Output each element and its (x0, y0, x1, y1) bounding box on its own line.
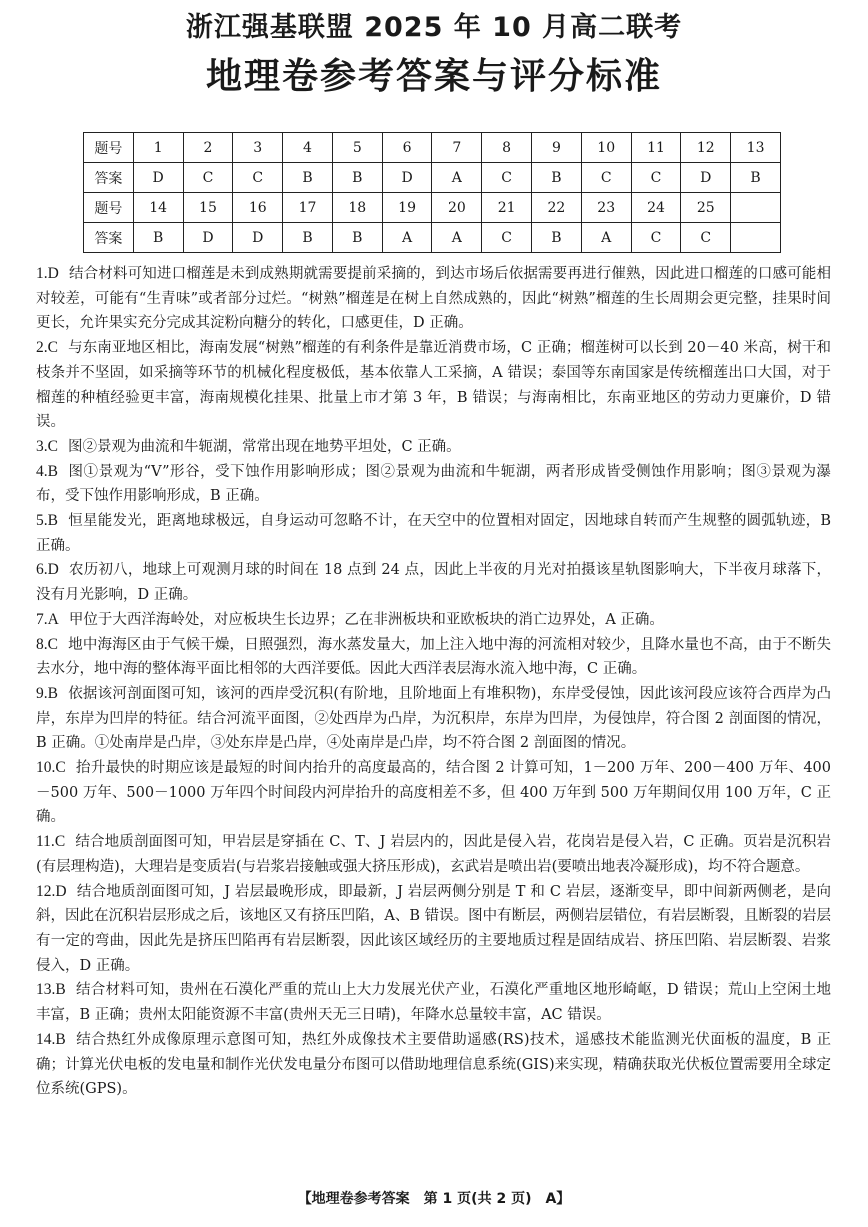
explanation-text: 农历初八，地球上可观测月球的时间在 18 点到 24 点，因此上半夜的月光对拍摄该星轨图影响大，下半夜月球落下，没有月光影响，D 正确。 (36, 562, 831, 604)
question-number-cell: 9 (532, 133, 582, 163)
question-number-cell: 24 (631, 193, 681, 223)
explanation-item (36, 633, 831, 682)
exam-title: 浙江强基联盟 2025 年 10 月高二联考 (185, 12, 683, 43)
answer-letter: B (47, 462, 58, 480)
explanation-item (36, 336, 831, 435)
explanation-item (36, 880, 831, 979)
question-number-cell: 15 (183, 193, 233, 223)
explanation-text: 地中海海区由于气候干燥，日照强烈，海水蒸发量大，加上注入地中海的河流相对较少，且降水量也不高，由于不断失去水分，地中海的整体海平面比相邻的大西洋要低。因此大西洋表层海水流入地中海，C 正确。 (36, 636, 831, 678)
question-number-cell: 18 (332, 193, 382, 223)
question-number: 7. (36, 610, 48, 628)
question-number: 11. (36, 833, 55, 851)
question-number-cell: 14 (133, 193, 183, 223)
question-number: 5. (36, 512, 48, 530)
answer-cell: B (133, 223, 183, 253)
explanation-item (36, 558, 831, 607)
explanation-item (36, 460, 831, 509)
explanation-text: 结合地质剖面图可知，甲岩层是穿插在 C、T、J 岩层内的，因此是侵入岩，花岗岩是侵入岩，C 正确。页岩是沉积岩(有层理构造)，大理岩是变质岩(与岩浆岩接触或强大挤压形成)，玄武岩是喷出岩(要喷出地表冷凝形成)，均不符合题意。 (36, 834, 831, 875)
answer-letter: C (47, 339, 58, 357)
question-number-cell: 6 (382, 133, 432, 163)
question-number-cell: 3 (233, 133, 283, 163)
question-number: 4. (36, 462, 48, 480)
explanation-text: 结合材料可知，贵州在石漠化严重的荒山上大力发展光伏产业，石漠化严重地区地形崎岖，D 错误；荒山上空闲土地丰富，B 正确；贵州太阳能资源不丰富(贵州天无三日晴)，年降水总量较丰富，AC 错误。 (36, 982, 831, 1024)
explanation-item (36, 262, 831, 336)
question-number-cell: 19 (382, 193, 432, 223)
question-number-cell: 7 (432, 133, 482, 163)
question-number: 2. (36, 339, 48, 357)
question-number-cell: 25 (681, 193, 731, 223)
answer-cell: B (283, 163, 333, 193)
question-number-cell: 4 (283, 133, 333, 163)
explanation-text: 恒星能发光，距离地球极远，自身运动可忽略不计，在天空中的位置相对固定，因地球自转而产生规整的圆弧轨迹，B 正确。 (36, 513, 831, 554)
answer-row (84, 223, 781, 253)
answer-letter: B (47, 684, 58, 702)
explanation-text: 结合地质剖面图可知，J 岩层最晚形成，即最新，J 岩层两侧分别是 T 和 C 岩层，逐渐变早，即中间新两侧老，是向斜，因此在沉积岩层形成之后，该地区又有挤压凹陷，A、B 错误。图中有断层，两侧岩层错位，有岩层断裂，且断裂的岩层有一定的弯曲，因此先是挤压凹陷再有岩层断裂，因此该区域经历的主要地质过程是固结成岩、挤压凹陷、岩层断裂、岩浆侵入，D 正确。 (36, 883, 831, 974)
question-number-cell: 12 (681, 133, 731, 163)
explanation-text: 图②景观为曲流和牛轭湖，常常出现在地势平坦处，C 正确。 (67, 438, 461, 455)
answer-cell: C (631, 223, 681, 253)
answer-cell: D (382, 163, 432, 193)
answer-cell: B (283, 223, 333, 253)
answer-cell: C (581, 163, 631, 193)
question-number: 3. (36, 437, 48, 455)
answer-letter: B (55, 1030, 66, 1048)
answer-letter: D (55, 882, 67, 900)
explanation-item (36, 978, 831, 1027)
answer-cell: C (631, 163, 681, 193)
number-label-cell: 题号 (84, 133, 134, 163)
question-number: 13. (36, 981, 56, 999)
question-number-cell (731, 193, 781, 223)
number-row (84, 193, 781, 223)
explanation-text: 结合材料可知进口榴莲是未到成熟期就需要提前采摘的，到达市场后依据需要再进行催熟，因此进口榴莲的口感可能相对较差，可能有“生青味”或者部分过烂。“树熟”榴莲是在树上自然成熟的，因此“树熟”榴莲的生长周期会更完整，挂果时间更长，允许果实充分完成其淀粉向糖分的转化，口感更佳，D 正确。 (36, 266, 831, 332)
question-number-cell: 10 (581, 133, 631, 163)
question-number-cell: 20 (432, 193, 482, 223)
answer-cell: B (332, 223, 382, 253)
answer-cell: A (581, 223, 631, 253)
explanation-text: 图①景观为“V”形谷，受下蚀作用影响形成；图②景观为曲流和牛轭湖，两者形成皆受侧蚀作用影响；图③景观为瀑布，受下蚀作用影响形成，B 正确。 (36, 463, 831, 505)
answer-cell (731, 223, 781, 253)
explanation-item (36, 608, 831, 633)
answer-letter: C (54, 833, 66, 851)
answer-cell: A (432, 223, 482, 253)
explanation-item (36, 830, 831, 879)
explanation-item (36, 435, 831, 460)
document-subtitle: 地理卷参考答案与评分标准 (205, 56, 662, 97)
question-number: 6. (36, 561, 48, 579)
question-number-cell: 23 (581, 193, 631, 223)
answer-cell: A (432, 163, 482, 193)
answer-cell: A (382, 223, 432, 253)
answer-cell: D (133, 163, 183, 193)
answer-cell: B (332, 163, 382, 193)
answer-label-cell: 答案 (84, 223, 134, 253)
question-number: 10. (36, 759, 56, 777)
answer-cell: C (482, 223, 532, 253)
answer-cell: D (681, 163, 731, 193)
question-number-cell: 5 (332, 133, 382, 163)
answer-cell: D (183, 223, 233, 253)
answer-letter: D (47, 561, 59, 579)
answer-letter: B (47, 512, 58, 530)
question-number: 1. (36, 265, 48, 282)
answer-letter: C (55, 759, 66, 777)
question-number-cell: 13 (731, 133, 781, 163)
answer-row (84, 163, 781, 193)
question-number-cell: 16 (233, 193, 283, 223)
answer-letter: A (47, 610, 59, 628)
explanation-item (36, 1028, 831, 1102)
explanation-item (36, 682, 831, 756)
question-number-cell: 22 (532, 193, 582, 223)
answer-letter: D (47, 265, 59, 282)
answer-table (83, 132, 781, 253)
explanation-text: 与东南亚地区相比，海南发展“树熟”榴莲的有利条件是靠近消费市场，C 正确；榴莲树可以长到 20－40 米高，树干和枝条并不坚固，如采摘等环节的机械化程度极低，基本依靠人工采摘，A 错误；泰国等东南国家是传统榴莲出口大国，对于榴莲的种植经验更丰富，海南规模化挂果、批量上市才第 3 年，B 错误；与海南相比，东南亚地区的劳动力更廉价，D 错误。 (36, 340, 831, 431)
answer-cell: B (532, 163, 582, 193)
question-number: 9. (36, 684, 48, 702)
answer-cell: C (482, 163, 532, 193)
question-number: 8. (36, 635, 48, 653)
question-number-cell: 2 (183, 133, 233, 163)
page-footer: 【地理卷参考答案 第 1 页(共 2 页) A】 (297, 1191, 571, 1207)
explanation-text: 依据该河剖面图可知，该河的西岸受沉积(有阶地，且阶地面上有堆积物)，东岸受侵蚀，因此该河段应该符合西岸为凸岸，东岸为凹岸的特征。结合河流平面图，②处西岸为凸岸，为沉积岸，东岸为凹岸，为侵蚀岸，符合图 2 剖面图的情况，B 正确。①处南岸是凸岸，③处东岸是凸岸，④处南岸是凸岸，均不符合图 2 剖面图的情况。 (36, 685, 831, 752)
explanation-item (36, 756, 831, 830)
explanations-list (36, 262, 831, 1102)
number-label-cell: 题号 (84, 193, 134, 223)
answer-cell: D (233, 223, 283, 253)
question-number-cell: 8 (482, 133, 532, 163)
explanation-text: 甲位于大西洋海岭处，对应板块生长边界；乙在非洲板块和亚欧板块的消亡边界处，A 正确。 (68, 611, 664, 628)
answer-letter: B (55, 981, 66, 999)
number-row (84, 133, 781, 163)
answer-label-cell: 答案 (84, 163, 134, 193)
question-number-cell: 17 (283, 193, 333, 223)
question-number-cell: 21 (482, 193, 532, 223)
question-number-cell: 11 (631, 133, 681, 163)
explanation-text: 抬升最快的时期应该是最短的时间内抬升的高度最高的，结合图 2 计算可知，1－200 万年、200－400 万年、400－500 万年、500－1000 万年四个时间段内河岸抬升的高度相差不多，但 400 万年到 500 万年期间仅用 100 万年，C 正确。 (36, 760, 831, 826)
answer-cell: B (532, 223, 582, 253)
question-number: 12. (36, 882, 56, 900)
answer-cell: C (183, 163, 233, 193)
answer-cell: C (233, 163, 283, 193)
question-number-cell: 1 (133, 133, 183, 163)
explanation-item (36, 509, 831, 558)
answer-cell: B (731, 163, 781, 193)
answer-cell: C (681, 223, 731, 253)
explanation-text: 结合热红外成像原理示意图可知，热红外成像技术主要借助遥感(RS)技术，遥感技术能监测光伏面板的温度，B 正确；计算光伏电板的发电量和制作光伏发电量分布图可以借助地理信息系统(GIS)来实现，精确获取光伏板位置需要用全球定位系统(GPS)。 (36, 1031, 831, 1098)
answer-letter: C (47, 437, 58, 455)
question-number: 14. (36, 1030, 56, 1048)
answer-letter: C (47, 635, 58, 653)
